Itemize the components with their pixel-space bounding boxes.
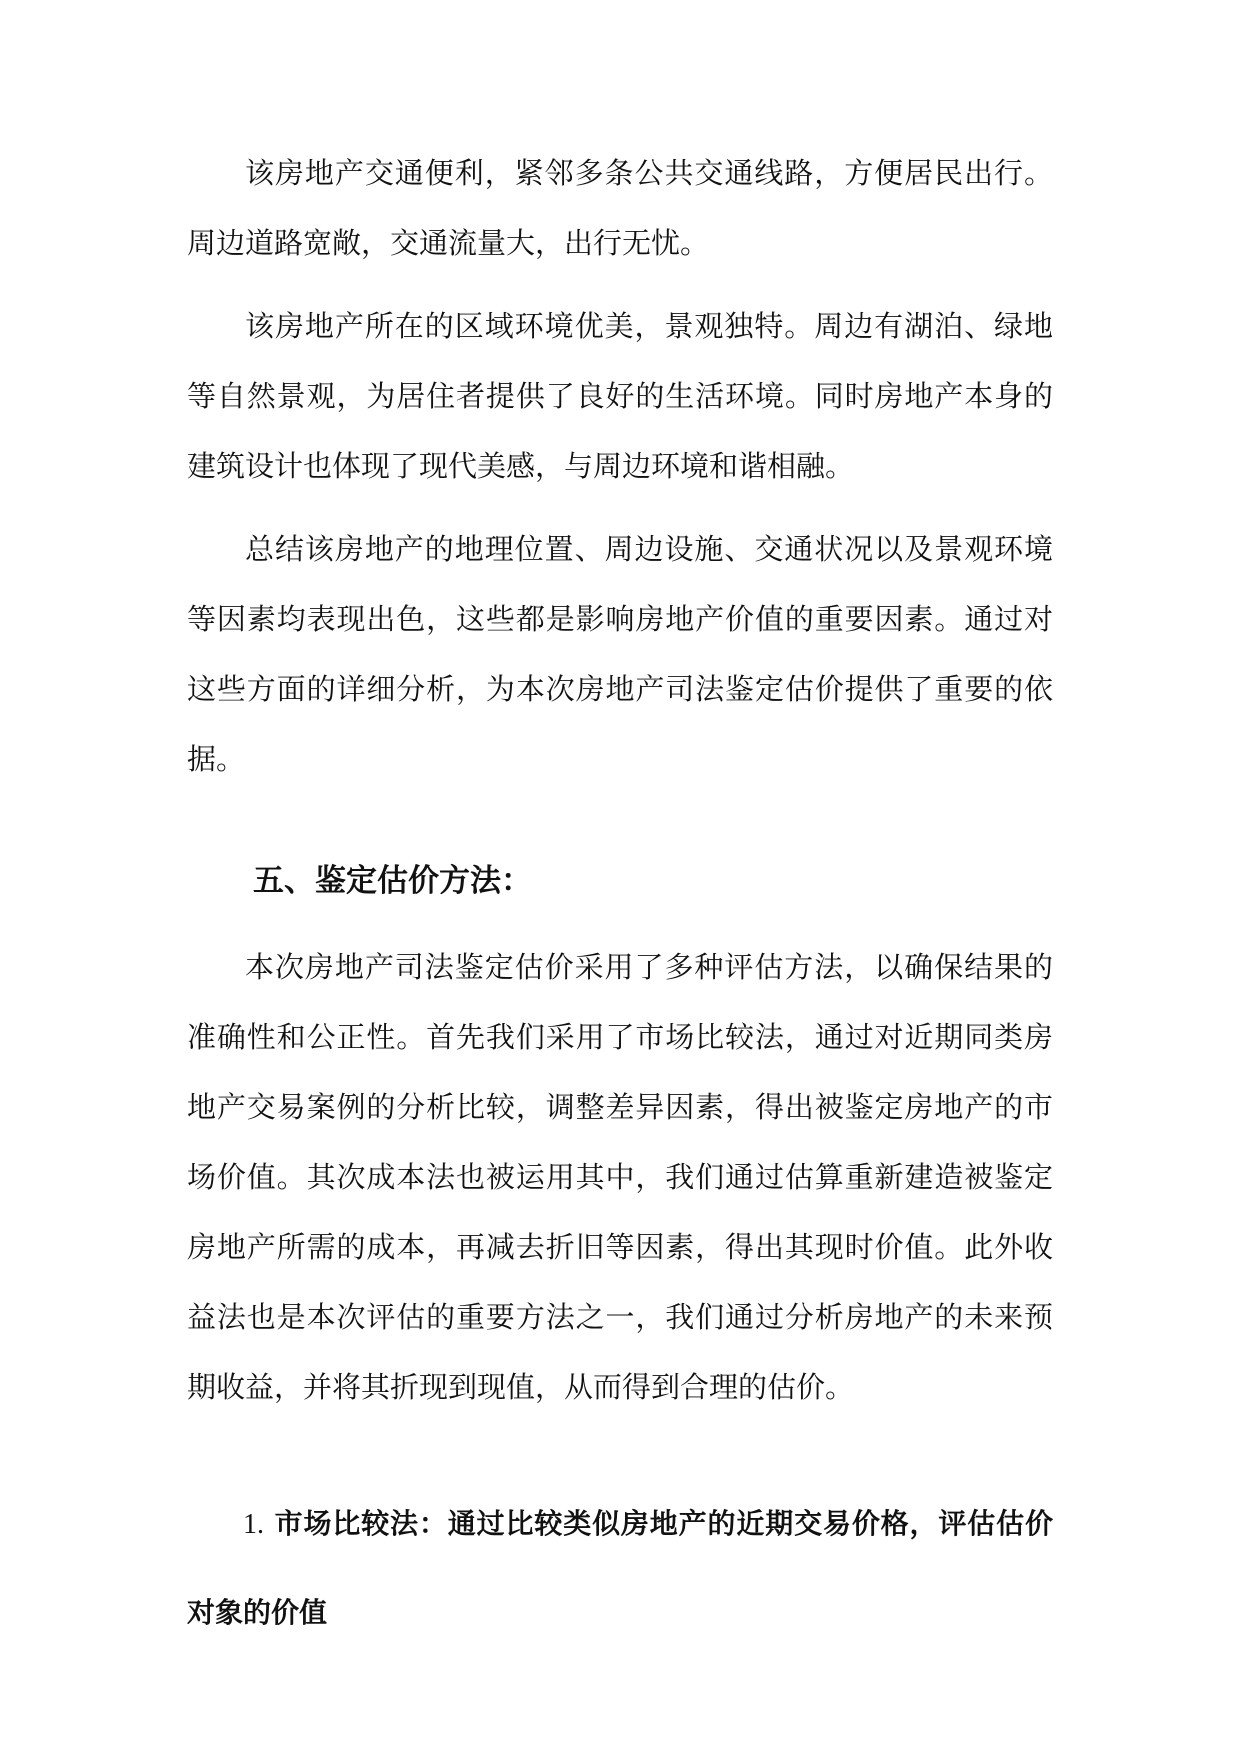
paragraph-valuation-methods: 本次房地产司法鉴定估价采用了多种评估方法，以确保结果的准确性和公正性。首先我们采用了市场比较法，通过对近期同类房地产交易案例的分析比较，调整差异因素，得出被鉴定房地产的市场价值。其次成本法也被运用其中，我们通过估算重新建造被鉴定房地产所需的成本，再减去折旧等因素，得出其现时价值。此外收益法也是本次评估的重要方法之一，我们通过分析房地产的未来预期收益，并将其折现到现值，从而得到合理的估价。 bbox=[187, 950, 1053, 1404]
subsection-text: 市场比较法：通过比较类似房地产的近期交易价格，评估估价对象的价值 bbox=[187, 1507, 1053, 1629]
section-heading: 五、鉴定估价方法： bbox=[253, 863, 532, 899]
paragraph-summary: 总结该房地产的地理位置、周边设施、交通状况以及景观环境等因素均表现出色，这些都是影响房地产价值的重要因素。通过对这些方面的详细分析，为本次房地产司法鉴定估价提供了重要的依据。 bbox=[187, 532, 1053, 776]
subsection-number: 1. bbox=[243, 1509, 264, 1540]
paragraph-transportation: 该房地产交通便利，紧邻多条公共交通线路，方便居民出行。周边道路宽敞，交通流量大，出行无忧。 bbox=[187, 156, 1053, 260]
subsection-heading bbox=[187, 1480, 1053, 1657]
paragraph-environment: 该房地产所在的区域环境优美，景观独特。周边有湖泊、绿地等自然景观，为居住者提供了良好的生活环境。同时房地产本身的建筑设计也体现了现代美感，与周边环境和谐相融。 bbox=[187, 309, 1053, 483]
document-body bbox=[187, 138, 1053, 1657]
